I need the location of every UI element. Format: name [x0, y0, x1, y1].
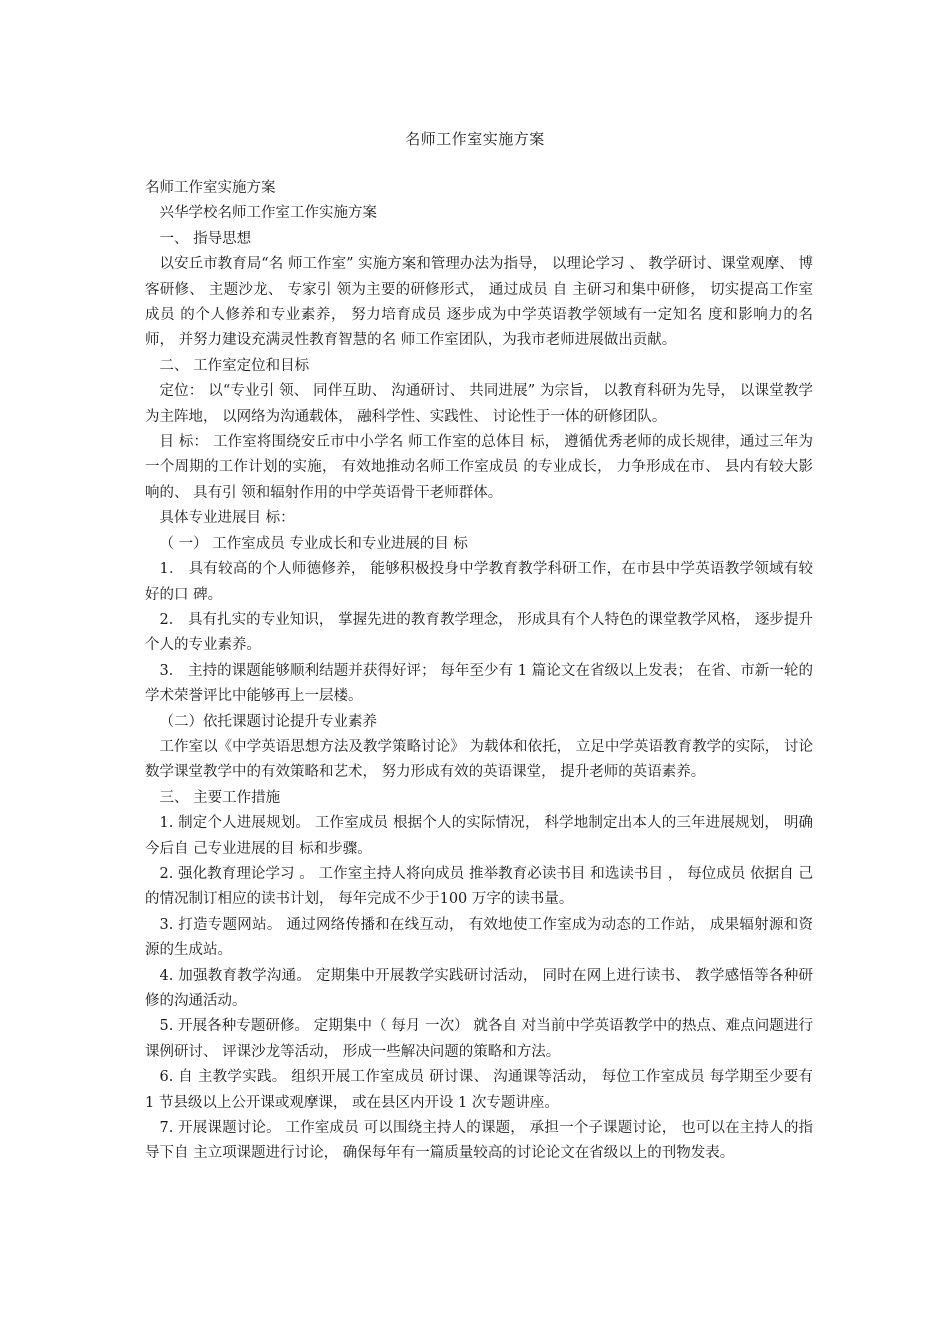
paragraph: 7. 开展课题讨论。 工作室成员 可以围绕主持人的课题， 承担一个子课题讨论， 也可以在主持人的指导下自 主立项课题进行讨论， 确保每年有一篇质量较高的讨论论文在省级以上的刊物发表。	[145, 1120, 813, 1162]
paragraph: 3. 打造专题网站。 通过网络传播和在线互动， 有效地使工作室成为动态的工作站， 成果辐射源和资源的生成站。	[145, 916, 813, 959]
paragraph: （ 一） 工作室成员 专业成长和专业进展的目 标	[159, 535, 468, 552]
paragraph: 1． 具有较高的个人师德修养， 能够积极投身中学教育教学科研工作，在市县中学英语教学领域有较好的口 碑。	[145, 561, 813, 603]
paragraph: 三、 主要工作措施	[159, 789, 281, 806]
paragraph: 2． 具有扎实的专业知识， 掌握先进的教育教学理念， 形成具有个人特色的课堂教学风格， 逐步提升个人的专业素养。	[145, 611, 813, 654]
paragraph: 兴华学校名师工作室工作实施方案	[159, 205, 377, 222]
paragraph: 名师工作室实施方案	[145, 180, 276, 196]
paragraph: 具体专业进展目 标：	[159, 510, 295, 527]
paragraph: 2. 强化教育理论学习 。 工作室主持人将向成员 推举教育必读书目 和选读书目 ， 每位成员 依据自 己的情况制订相应的读书计划， 每年完成不少于100 万字的读书量。	[145, 865, 813, 908]
paragraph: 目 标： 工作室将围绕安丘市中小学名 师工作室的总体目 标， 遵循优秀老师的成长规律，通过三年为一个周期的工作计划的实施， 有效地推动名师工作室成员 的专业成长， 力争形成在市、 县内有较大影响的、 具有引 领和辐射作用的中学英语骨干老师群体。	[145, 434, 813, 501]
paragraph: 二、 工作室定位和目标	[159, 357, 310, 374]
paragraph: 定位： 以“专业引 领、 同伴互助、 沟通研讨、 共同进展” 为宗旨， 以教育科研为先导， 以课堂教学为主阵地， 以网络为沟通载体， 融科学性、实践性、 讨论性于一体的研修团队。	[145, 383, 813, 425]
paragraph: 一、 指导思想	[159, 230, 252, 247]
paragraph: 5. 开展各种专题研修。 定期集中（ 每月 一次） 就各自 对当前中学英语教学中的热点、难点问题进行课例研讨、 评课沙龙等活动， 形成一些解决问题的策略和方法。	[145, 1018, 813, 1060]
paragraph: 6. 自 主教学实践。 组织开展工作室成员 研讨课、 沟通课等活动， 每位工作室成员 每学期至少要有 1 节县级以上公开课或观摩课， 或在县区内开设 1 次专题讲座。	[145, 1069, 813, 1111]
paragraph: 4. 加强教育教学沟通。 定期集中开展教学实践研讨活动， 同时在网上进行读书、 教学感悟等各种研修的沟通活动。	[145, 967, 813, 1009]
document-title: 名师工作室实施方案	[405, 130, 545, 148]
paragraph: （二）依托课题讨论提升专业素养	[159, 713, 377, 730]
paragraph: 工作室以《中学英语思想方法及教学策略讨论》 为载体和依托， 立足中学英语教育教学的实际， 讨论数学课堂教学中的有效策略和艺术， 努力形成有效的英语课堂， 提升老师的英语素养。	[145, 738, 813, 781]
document-body	[145, 176, 813, 1167]
paragraph: 以安丘市教育局“名 师工作室” 实施方案和管理办法为指导， 以理论学习 、 教学研讨、课堂观摩、 博客研修、 主题沙龙、 专家引 领为主要的研修形式， 通过成员 自 主研习和集中研修， 切实提高工作室成员 的个人修养和专业素养， 努力培育成员 逐步成为中学英语教学领域有一定知名 度和影响力的名 师， 并努力建设充满灵性教育智慧的名 师工作室团队，为我市老师进展做出贡献。	[145, 256, 813, 349]
paragraph: 1. 制定个人进展规划。 工作室成员 根据个人的实际情况， 科学地制定出本人的三年进展规划， 明确今后自 己专业进展的目 标和步骤。	[145, 815, 813, 857]
paragraph: 3． 主持的课题能够顺利结题并获得好评； 每年至少有 1 篇论文在省级以上发表； 在省、市新一轮的学术荣誉评比中能够再上一层楼。	[145, 662, 813, 705]
